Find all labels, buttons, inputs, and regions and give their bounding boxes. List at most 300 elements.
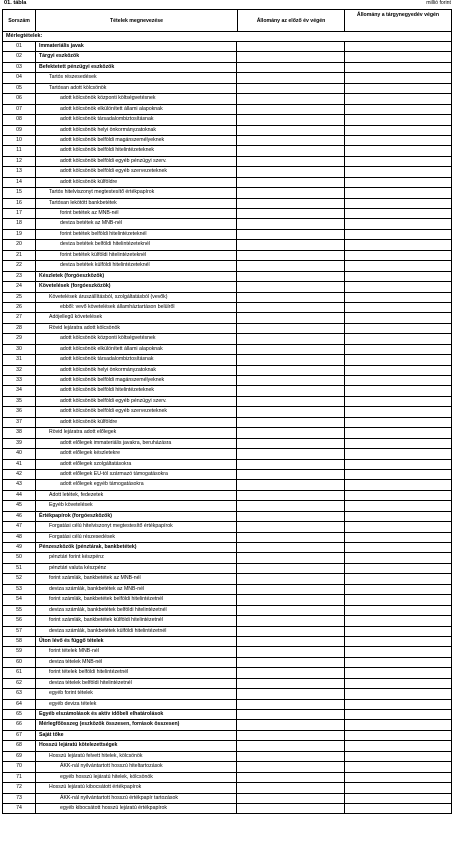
value-curr-cell[interactable] — [345, 418, 451, 427]
value-curr-cell[interactable] — [345, 199, 451, 208]
table-row — [2, 52, 452, 62]
table-row — [2, 146, 452, 156]
table-row — [2, 167, 452, 177]
table-row — [2, 804, 452, 814]
value-prev-cell[interactable] — [238, 460, 345, 469]
table-row — [2, 543, 452, 553]
value-prev-cell[interactable] — [238, 136, 345, 145]
value-prev-cell[interactable] — [238, 700, 345, 709]
table-row — [2, 428, 452, 438]
row-name: Hosszú lejáratú kötelezettségek — [37, 741, 237, 750]
row-name: adott kölcsönök belföldi magánszemélyeknek — [37, 376, 237, 385]
value-prev-cell[interactable] — [238, 428, 345, 437]
value-curr-cell[interactable] — [345, 324, 451, 333]
table-row — [2, 355, 452, 365]
table-row — [2, 783, 452, 793]
value-prev-cell[interactable] — [238, 439, 345, 448]
row-number: 27 — [3, 313, 36, 322]
table-row — [2, 606, 452, 616]
value-curr-cell[interactable] — [345, 449, 451, 458]
value-prev-cell[interactable] — [238, 647, 345, 656]
table-row — [2, 574, 452, 584]
value-prev-cell[interactable] — [238, 272, 345, 281]
value-prev-cell[interactable] — [238, 543, 345, 552]
value-curr-cell[interactable] — [345, 272, 451, 281]
value-curr-cell[interactable] — [345, 700, 451, 709]
value-prev-cell[interactable] — [238, 658, 345, 667]
value-prev-cell[interactable] — [238, 126, 345, 135]
row-name: Adott letétek, fedezetek — [37, 491, 237, 500]
value-curr-cell[interactable] — [345, 741, 451, 750]
value-curr-cell[interactable] — [345, 209, 451, 218]
value-prev-cell[interactable] — [238, 564, 345, 573]
value-prev-cell[interactable] — [238, 251, 345, 260]
row-name: adott előlegek egyéb támogatásokra — [37, 480, 237, 489]
value-prev-cell[interactable] — [238, 105, 345, 114]
value-prev-cell[interactable] — [238, 73, 345, 82]
value-prev-cell[interactable] — [238, 282, 345, 291]
row-name: adott kölcsönök külföldre — [37, 178, 237, 187]
table-row — [2, 105, 452, 115]
row-number: 25 — [3, 293, 36, 302]
row-number: 55 — [3, 606, 36, 615]
value-prev-cell[interactable] — [238, 574, 345, 583]
value-curr-cell[interactable] — [345, 407, 451, 416]
value-prev-cell[interactable] — [238, 637, 345, 646]
value-prev-cell[interactable] — [238, 741, 345, 750]
unit-label: millió forint — [426, 0, 451, 6]
row-number: 28 — [3, 324, 36, 333]
row-number: 39 — [3, 439, 36, 448]
row-name: adott kölcsönök központi költségvetésnek — [37, 94, 237, 103]
value-prev-cell[interactable] — [238, 418, 345, 427]
value-curr-cell[interactable] — [345, 585, 451, 594]
row-name: forint betétek az MNB-nél — [37, 209, 237, 218]
row-number: 60 — [3, 658, 36, 667]
row-name: egyéb forint tételek — [37, 689, 237, 698]
row-number: 33 — [3, 376, 36, 385]
value-prev-cell[interactable] — [238, 522, 345, 531]
table-row — [2, 658, 452, 668]
table-row — [2, 564, 452, 574]
table-row — [2, 637, 452, 647]
value-curr-cell[interactable] — [345, 167, 451, 176]
value-curr-cell[interactable] — [345, 73, 451, 82]
row-name: Követelések (forgóeszközök) — [37, 282, 237, 291]
value-curr-cell[interactable] — [345, 428, 451, 437]
row-name: deviza számlák, bankbetétek külföldi hitelintézetnél — [37, 627, 237, 636]
value-prev-cell[interactable] — [238, 167, 345, 176]
value-curr-cell[interactable] — [345, 731, 451, 740]
header-prev: Állomány az előző év végén — [238, 10, 345, 31]
value-prev-cell[interactable] — [238, 115, 345, 124]
value-curr-cell[interactable] — [345, 752, 451, 761]
table-row — [2, 480, 452, 490]
row-number: 17 — [3, 209, 36, 218]
value-prev-cell[interactable] — [238, 42, 345, 51]
value-prev-cell[interactable] — [238, 731, 345, 740]
table-row — [2, 407, 452, 417]
row-number: 10 — [3, 136, 36, 145]
value-prev-cell[interactable] — [238, 449, 345, 458]
row-number: 14 — [3, 178, 36, 187]
table-row — [2, 251, 452, 261]
row-name: forint betétek belföldi hitelintézeteknél — [37, 230, 237, 239]
value-prev-cell[interactable] — [238, 303, 345, 312]
value-prev-cell[interactable] — [238, 668, 345, 677]
row-number: 49 — [3, 543, 36, 552]
row-number: 30 — [3, 345, 36, 354]
value-curr-cell[interactable] — [345, 115, 451, 124]
table-row — [2, 616, 452, 626]
value-curr-cell[interactable] — [345, 84, 451, 93]
value-prev-cell[interactable] — [238, 501, 345, 510]
row-number: 16 — [3, 199, 36, 208]
row-number: 01 — [3, 42, 36, 51]
row-number: 05 — [3, 84, 36, 93]
row-name: Követelések áruszállításból, szolgáltatásból (vevők) — [37, 293, 237, 302]
value-curr-cell[interactable] — [345, 63, 451, 72]
table-row — [2, 762, 452, 772]
row-number: 44 — [3, 491, 36, 500]
row-name: forint tételek belföldi hitelintézetnél — [37, 668, 237, 677]
row-name: forint betétek külföldi hitelintézeteknél — [37, 251, 237, 260]
row-number: 09 — [3, 126, 36, 135]
row-number: 50 — [3, 553, 36, 562]
row-name: Egyéb követelések — [37, 501, 237, 510]
value-curr-cell[interactable] — [345, 334, 451, 343]
value-curr-cell[interactable] — [345, 261, 451, 270]
value-curr-cell[interactable] — [345, 345, 451, 354]
row-number: 45 — [3, 501, 36, 510]
value-prev-cell[interactable] — [238, 324, 345, 333]
value-curr-cell[interactable] — [345, 219, 451, 228]
value-prev-cell[interactable] — [238, 762, 345, 771]
table-row — [2, 522, 452, 532]
table-row — [2, 376, 452, 386]
value-curr-cell[interactable] — [345, 105, 451, 114]
row-name: deviza számlák, bankbetétek az MNB-nél — [37, 585, 237, 594]
row-number: 21 — [3, 251, 36, 260]
value-prev-cell[interactable] — [238, 219, 345, 228]
row-name: adott előlegek szolgáltatásokra — [37, 460, 237, 469]
value-prev-cell[interactable] — [238, 710, 345, 719]
value-curr-cell[interactable] — [345, 376, 451, 385]
value-prev-cell[interactable] — [238, 376, 345, 385]
row-name: adott előlegek EU-tól származó támogatásokra — [37, 470, 237, 479]
value-curr-cell[interactable] — [345, 668, 451, 677]
row-name: ÁKK-nál nyilvántartott hosszú hiteltartozások — [37, 762, 237, 771]
table-row — [2, 282, 452, 292]
table-row — [2, 63, 452, 73]
value-curr-cell[interactable] — [345, 136, 451, 145]
value-prev-cell[interactable] — [238, 84, 345, 93]
value-prev-cell[interactable] — [238, 334, 345, 343]
value-prev-cell[interactable] — [238, 553, 345, 562]
row-number: 23 — [3, 272, 36, 281]
value-prev-cell[interactable] — [238, 407, 345, 416]
value-prev-cell[interactable] — [238, 804, 345, 813]
table-row — [2, 647, 452, 657]
row-number: 54 — [3, 595, 36, 604]
value-curr-cell[interactable] — [345, 397, 451, 406]
value-curr-cell[interactable] — [345, 303, 451, 312]
row-name: deviza tételek MNB-nél — [37, 658, 237, 667]
row-number: 36 — [3, 407, 36, 416]
table-row — [2, 261, 452, 271]
value-prev-cell[interactable] — [238, 52, 345, 61]
value-curr-cell[interactable] — [345, 439, 451, 448]
table-row — [2, 460, 452, 470]
value-prev-cell[interactable] — [238, 627, 345, 636]
row-number: 66 — [3, 720, 36, 729]
value-curr-cell[interactable] — [345, 512, 451, 521]
row-name: adott kölcsönök elkülönített állami alapoknak — [37, 345, 237, 354]
value-prev-cell[interactable] — [238, 209, 345, 218]
value-prev-cell[interactable] — [238, 313, 345, 322]
row-number: 26 — [3, 303, 36, 312]
value-prev-cell[interactable] — [238, 261, 345, 270]
value-curr-cell[interactable] — [345, 689, 451, 698]
row-number: 19 — [3, 230, 36, 239]
row-name: adott kölcsönök társadalombiztosításnak — [37, 115, 237, 124]
row-name: Úton lévő és függő tételek — [37, 637, 237, 646]
value-prev-cell[interactable] — [238, 773, 345, 782]
value-prev-cell[interactable] — [238, 146, 345, 155]
table-row — [2, 324, 452, 334]
value-curr-cell[interactable] — [345, 251, 451, 260]
value-curr-cell[interactable] — [345, 553, 451, 562]
value-prev-cell[interactable] — [238, 470, 345, 479]
value-curr-cell[interactable] — [345, 386, 451, 395]
table-row — [2, 668, 452, 678]
table-row — [2, 741, 452, 751]
value-prev-cell[interactable] — [238, 230, 345, 239]
row-name: deviza betétek az MNB-nél — [37, 219, 237, 228]
table-row — [2, 720, 452, 730]
table-row — [2, 230, 452, 240]
value-curr-cell[interactable] — [345, 627, 451, 636]
value-prev-cell[interactable] — [238, 752, 345, 761]
value-curr-cell[interactable] — [345, 804, 451, 813]
value-prev-cell[interactable] — [238, 533, 345, 542]
row-number: 06 — [3, 94, 36, 103]
row-name: forint tételek MNB-nél — [37, 647, 237, 656]
value-prev-cell[interactable] — [238, 480, 345, 489]
value-curr-cell[interactable] — [345, 480, 451, 489]
value-curr-cell[interactable] — [345, 460, 451, 469]
value-curr-cell[interactable] — [345, 616, 451, 625]
value-prev-cell[interactable] — [238, 188, 345, 197]
table-row — [2, 42, 452, 52]
row-name: Rövid lejáratra adott kölcsönök — [37, 324, 237, 333]
value-prev-cell[interactable] — [238, 157, 345, 166]
value-curr-cell[interactable] — [345, 720, 451, 729]
row-name: adott kölcsönök társadalombiztosításnak — [37, 355, 237, 364]
value-prev-cell[interactable] — [238, 199, 345, 208]
value-prev-cell[interactable] — [238, 491, 345, 500]
value-curr-cell[interactable] — [345, 230, 451, 239]
value-curr-cell[interactable] — [345, 606, 451, 615]
row-number: 11 — [3, 146, 36, 155]
table-row — [2, 689, 452, 699]
value-curr-cell[interactable] — [345, 658, 451, 667]
value-prev-cell[interactable] — [238, 595, 345, 604]
row-number: 12 — [3, 157, 36, 166]
value-prev-cell[interactable] — [238, 63, 345, 72]
value-prev-cell[interactable] — [238, 720, 345, 729]
row-number: 20 — [3, 240, 36, 249]
table-row — [2, 752, 452, 762]
table-row — [2, 533, 452, 543]
row-number: 03 — [3, 63, 36, 72]
table-row — [2, 710, 452, 720]
row-number: 71 — [3, 773, 36, 782]
row-name: adott kölcsönök belföldi hitelintézeteknek — [37, 386, 237, 395]
row-number: 18 — [3, 219, 36, 228]
value-prev-cell[interactable] — [238, 293, 345, 302]
row-name: adott kölcsönök elkülönített állami alapoknak — [37, 105, 237, 114]
table-row — [2, 293, 452, 303]
value-curr-cell[interactable] — [345, 574, 451, 583]
row-number: 67 — [3, 731, 36, 740]
value-prev-cell[interactable] — [238, 512, 345, 521]
table-label: 01. tábla — [4, 0, 27, 6]
row-name: adott kölcsönök belföldi egyéb szervezeteknek — [37, 167, 237, 176]
value-curr-cell[interactable] — [345, 52, 451, 61]
header-num: Sorszám — [3, 10, 36, 31]
table-row — [2, 94, 452, 104]
value-prev-cell[interactable] — [238, 606, 345, 615]
header-curr: Állomány a tárgynegyedév végén — [356, 12, 440, 18]
table-row — [2, 491, 452, 501]
value-curr-cell[interactable] — [345, 146, 451, 155]
row-name: adott előlegek immateriális javakra, beruházásra — [37, 439, 237, 448]
value-curr-cell[interactable] — [345, 522, 451, 531]
table-row — [2, 700, 452, 710]
table-row — [2, 397, 452, 407]
row-number: 04 — [3, 73, 36, 82]
value-prev-cell[interactable] — [238, 366, 345, 375]
value-prev-cell[interactable] — [238, 94, 345, 103]
value-curr-cell[interactable] — [345, 240, 451, 249]
row-name: forint számlák, bankbetétek belföldi hitelintézetnél — [37, 595, 237, 604]
row-name: deviza betétek külföldi hitelintézeteknél — [37, 261, 237, 270]
row-name: Tartós hitelviszonyt megtestesítő értékpapírok — [37, 188, 237, 197]
value-curr-cell[interactable] — [345, 762, 451, 771]
value-curr-cell[interactable] — [345, 293, 451, 302]
value-curr-cell[interactable] — [345, 188, 451, 197]
value-prev-cell[interactable] — [238, 616, 345, 625]
value-curr-cell[interactable] — [345, 282, 451, 291]
value-curr-cell[interactable] — [345, 647, 451, 656]
value-curr-cell[interactable] — [345, 126, 451, 135]
row-number: 56 — [3, 616, 36, 625]
table-row — [2, 553, 452, 563]
row-name: adott kölcsönök belföldi egyéb pénzügyi szerv. — [37, 397, 237, 406]
value-prev-cell[interactable] — [238, 585, 345, 594]
row-number: 47 — [3, 522, 36, 531]
value-prev-cell[interactable] — [238, 386, 345, 395]
row-number: 74 — [3, 804, 36, 813]
value-prev-cell[interactable] — [238, 679, 345, 688]
value-curr-cell[interactable] — [345, 637, 451, 646]
row-number: 73 — [3, 794, 36, 803]
table-row — [2, 73, 452, 83]
table-row — [2, 209, 452, 219]
value-curr-cell[interactable] — [345, 178, 451, 187]
table-row — [2, 679, 452, 689]
value-curr-cell[interactable] — [345, 491, 451, 500]
row-name: Hosszú lejáratú kibocsátott értékpapírok — [37, 783, 237, 792]
row-number: 48 — [3, 533, 36, 542]
value-curr-cell[interactable] — [345, 533, 451, 542]
table-row — [2, 157, 452, 167]
row-number: 02 — [3, 52, 36, 61]
row-name: Készletek (forgóeszközök) — [37, 272, 237, 281]
value-curr-cell[interactable] — [345, 564, 451, 573]
value-curr-cell[interactable] — [345, 366, 451, 375]
value-curr-cell[interactable] — [345, 94, 451, 103]
row-number: 43 — [3, 480, 36, 489]
row-name: pénztári valuta készpénz — [37, 564, 237, 573]
value-prev-cell[interactable] — [238, 355, 345, 364]
row-number: 22 — [3, 261, 36, 270]
row-name: adott kölcsönök belföldi hitelintézeteknek — [37, 146, 237, 155]
top-bar — [0, 0, 454, 9]
value-curr-cell[interactable] — [345, 679, 451, 688]
row-name: Mérlegfőösszeg (eszközök összesen, források összesen) — [37, 720, 237, 729]
table-row — [2, 439, 452, 449]
value-prev-cell[interactable] — [238, 794, 345, 803]
row-name: adott kölcsönök belföldi egyéb pénzügyi szerv. — [37, 157, 237, 166]
value-curr-cell[interactable] — [345, 783, 451, 792]
value-prev-cell[interactable] — [238, 345, 345, 354]
row-name: adott kölcsönök belföldi magánszemélyeknek — [37, 136, 237, 145]
value-curr-cell[interactable] — [345, 501, 451, 510]
table-row — [2, 188, 452, 198]
table-row — [2, 595, 452, 605]
value-prev-cell[interactable] — [238, 783, 345, 792]
value-curr-cell[interactable] — [345, 313, 451, 322]
value-curr-cell[interactable] — [345, 710, 451, 719]
row-name: pénztári forint készpénz — [37, 553, 237, 562]
value-prev-cell[interactable] — [238, 178, 345, 187]
row-name: Tartós részesedések — [37, 73, 237, 82]
table-row — [2, 627, 452, 637]
section-title: Mérlegtételek: — [2, 32, 452, 41]
value-curr-cell[interactable] — [345, 595, 451, 604]
row-name: forint számlák, bankbetétek az MNB-nél — [37, 574, 237, 583]
row-number: 59 — [3, 647, 36, 656]
value-prev-cell[interactable] — [238, 397, 345, 406]
value-curr-cell[interactable] — [345, 157, 451, 166]
value-curr-cell[interactable] — [345, 794, 451, 803]
row-number: 08 — [3, 115, 36, 124]
value-curr-cell[interactable] — [345, 42, 451, 51]
value-curr-cell[interactable] — [345, 355, 451, 364]
value-curr-cell[interactable] — [345, 773, 451, 782]
row-number: 15 — [3, 188, 36, 197]
table-row — [2, 178, 452, 188]
value-curr-cell[interactable] — [345, 470, 451, 479]
value-prev-cell[interactable] — [238, 689, 345, 698]
table-row — [2, 731, 452, 741]
value-prev-cell[interactable] — [238, 240, 345, 249]
value-curr-cell[interactable] — [345, 543, 451, 552]
table-row — [2, 84, 452, 94]
table-row — [2, 773, 452, 783]
